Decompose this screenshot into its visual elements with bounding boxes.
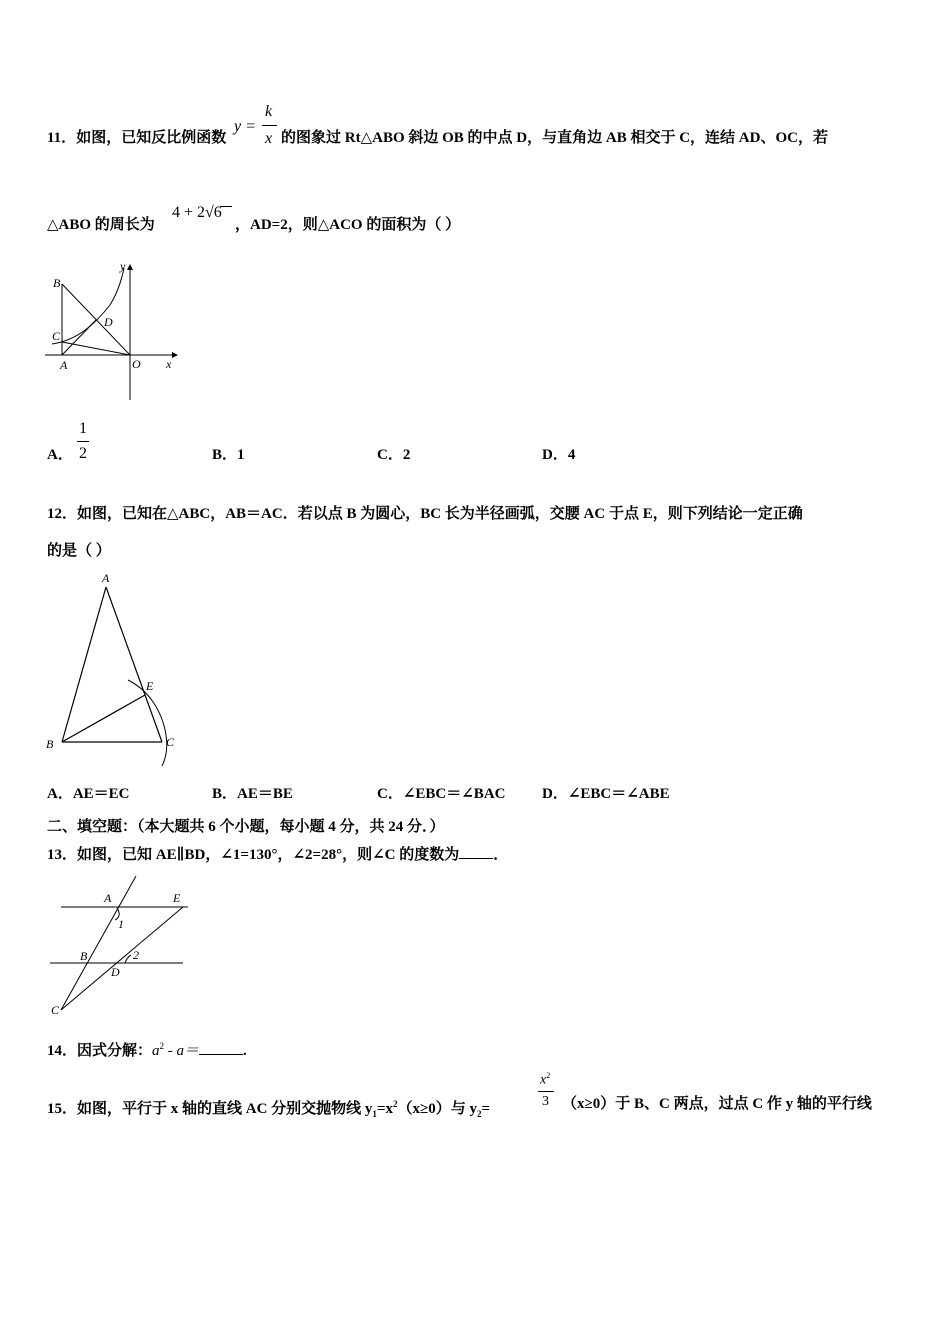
q12-label-A: A: [102, 571, 110, 585]
q13-label-1: 1: [118, 917, 124, 931]
q11-option-d[interactable]: D．4: [542, 447, 576, 463]
q14-answer-blank[interactable]: [199, 1040, 243, 1055]
q12-label-C: C: [166, 735, 175, 749]
q13-label-D: D: [111, 965, 120, 979]
q12-figure: [40, 570, 190, 770]
q13-answer-blank[interactable]: [459, 844, 493, 859]
q11-label-x: x: [166, 357, 172, 371]
q13-angle-2-arc: [125, 955, 131, 963]
q12-side-AB: [62, 587, 106, 742]
q11-perimeter: 4 + 2√6: [172, 204, 222, 221]
q11-label-y: y: [120, 259, 126, 273]
q11-label-A: A: [60, 358, 68, 372]
q11-option-a-num: 1: [79, 420, 87, 437]
q12-label-B: B: [46, 737, 54, 751]
q11-label-O: O: [132, 357, 141, 371]
q11-x-arrow-icon: [172, 352, 178, 358]
q12-line1: 12．如图，已知在△ABC，AB＝AC．若以点 B 为圆心，BC 长为半径画弧，交腰 AC 于点 E，则下列结论一定正确: [47, 506, 803, 522]
q13-label-B: B: [80, 949, 88, 963]
q11-label-D: D: [104, 315, 113, 329]
q11-option-a-bar: [77, 441, 89, 442]
q12-option-a[interactable]: A．AE＝EC: [47, 786, 130, 802]
q11-label-B: B: [53, 276, 61, 290]
q15-text-part2: （x≥0）于 B、C 两点，过点 C 作 y 轴的平行线: [562, 1096, 872, 1112]
q11-option-a[interactable]: A．: [47, 447, 73, 463]
q12-segment-BE: [62, 695, 145, 742]
q11-line2a: △ABO 的周长为: [47, 217, 155, 233]
q12-side-AC: [106, 587, 162, 742]
q13-label-C: C: [51, 1003, 60, 1017]
q11-frac-numerator: k: [265, 103, 273, 120]
q12-option-c[interactable]: C．∠EBC＝∠BAC: [377, 786, 506, 802]
q11-y-arrow-icon: [127, 264, 133, 270]
q11-option-a-den: 2: [79, 445, 87, 462]
q11-hyperbola: [52, 268, 124, 344]
q12-option-d[interactable]: D．∠EBC＝∠ABE: [542, 786, 670, 802]
q15-frac-denominator: 3: [542, 1094, 549, 1109]
q11-frac-bar: [262, 125, 277, 126]
q15-frac-numerator: $x^2$: [540, 1071, 551, 1088]
q15-text-part1: 15．如图，平行于 x 轴的直线 AC 分别交抛物线 $y_1=x^2(x\ge 0)$与 $y_2=$: [47, 1099, 491, 1119]
q13-figure: [45, 872, 195, 1022]
q11-figure: [40, 260, 180, 410]
q13-line-CA: [61, 876, 136, 1010]
q11-line1: 11．如图，已知反比例函数: [47, 130, 227, 146]
q13-label-E: E: [173, 891, 181, 905]
q11-label-C: C: [52, 329, 61, 343]
q11-line2b: ，AD=2，则△ACO 的面积为（ ）: [235, 217, 461, 233]
q11-function-lhs: y =: [234, 118, 256, 135]
q11-line1-rest: 的图象过 Rt△ABO 斜边 OB 的中点 D，与直角边 AB 相交于 C，连结 AD、OC，若: [281, 130, 828, 146]
q13-text: 13．如图，已知 AE∥BD，∠1=130°，∠2=28°，则∠C 的度数为 ．: [47, 844, 508, 864]
q11-frac-denominator: x: [265, 130, 273, 147]
q15-frac-bar: [538, 1091, 554, 1092]
q13-label-A: A: [104, 891, 112, 905]
q12-line2: 的是（ ）: [47, 543, 111, 559]
q11-option-c[interactable]: C．2: [377, 447, 411, 463]
section-2-heading: 二、填空题：（本大题共 6 个小题，每小题 4 分，共 24 分．）: [47, 819, 445, 835]
q14-text: 14．因式分解：$a^2 - a=$ .: [47, 1041, 247, 1059]
q11-sqrt-overline: [220, 206, 232, 207]
q12-label-E: E: [146, 679, 154, 693]
q13-label-2: 2: [133, 948, 139, 962]
q12-option-b[interactable]: B．AE＝BE: [212, 786, 293, 802]
q11-option-b[interactable]: B．1: [212, 447, 245, 463]
